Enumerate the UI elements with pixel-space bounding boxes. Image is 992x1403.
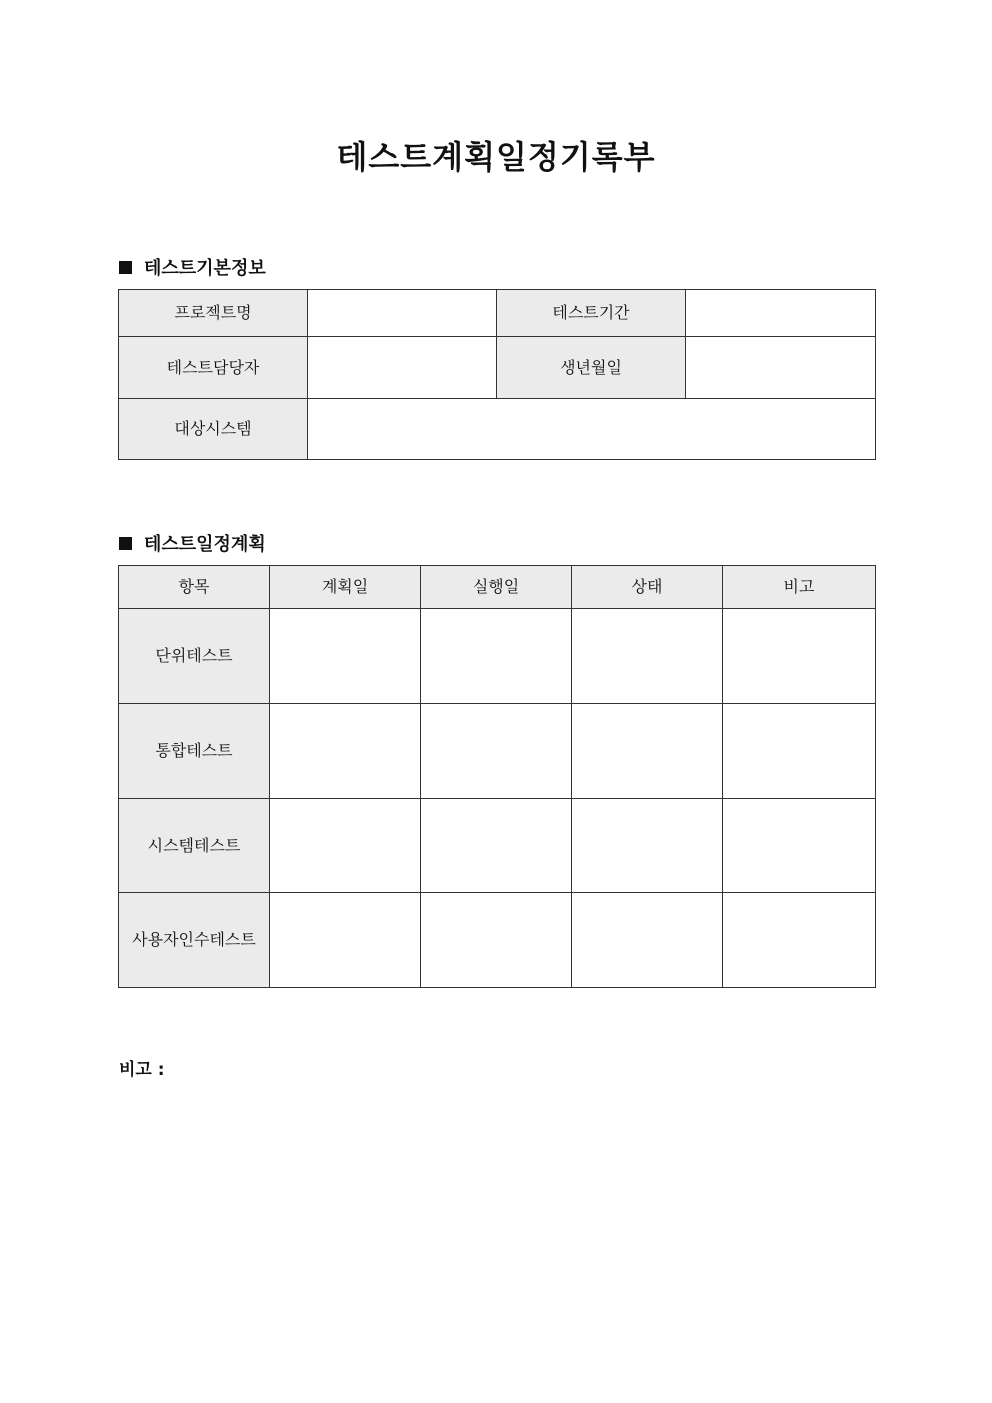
remarks-cell[interactable]: [723, 609, 876, 704]
row-item-label: 단위테스트: [119, 609, 270, 704]
basic-info-table: [118, 289, 876, 460]
tester-label: 테스트담당자: [119, 337, 308, 399]
executed-date-cell[interactable]: [421, 704, 572, 799]
square-bullet-icon: [119, 537, 132, 550]
table-row: [119, 893, 876, 988]
column-header-executed: 실행일: [421, 566, 572, 609]
column-header-status: 상태: [572, 566, 723, 609]
column-header-item: 항목: [119, 566, 270, 609]
table-row: [119, 609, 876, 704]
status-cell[interactable]: [572, 799, 723, 893]
executed-date-cell[interactable]: [421, 799, 572, 893]
test-period-label: 테스트기간: [497, 290, 686, 337]
planned-date-cell[interactable]: [270, 609, 421, 704]
remarks-cell[interactable]: [723, 704, 876, 799]
row-item-label: 시스템테스트: [119, 799, 270, 893]
planned-date-cell[interactable]: [270, 893, 421, 988]
test-period-field[interactable]: [686, 290, 876, 337]
target-system-field[interactable]: [308, 399, 876, 460]
row-item-label: 사용자인수테스트: [119, 893, 270, 988]
square-bullet-icon: [119, 261, 132, 274]
note-label: 비고 :: [119, 1060, 165, 1080]
remarks-cell[interactable]: [723, 799, 876, 893]
birthdate-label: 생년월일: [497, 337, 686, 399]
basic-info-heading-text: 테스트기본정보: [144, 258, 266, 279]
table-row: [119, 704, 876, 799]
status-cell[interactable]: [572, 609, 723, 704]
target-system-label: 대상시스템: [119, 399, 308, 460]
schedule-table: [118, 565, 876, 988]
executed-date-cell[interactable]: [421, 893, 572, 988]
executed-date-cell[interactable]: [421, 609, 572, 704]
birthdate-field[interactable]: [686, 337, 876, 399]
page-title: 테스트계획일정기록부: [336, 138, 656, 176]
tester-field[interactable]: [308, 337, 497, 399]
column-header-planned: 계획일: [270, 566, 421, 609]
row-item-label: 통합테스트: [119, 704, 270, 799]
status-cell[interactable]: [572, 893, 723, 988]
status-cell[interactable]: [572, 704, 723, 799]
schedule-heading-text: 테스트일정계획: [144, 534, 266, 555]
column-header-remarks: 비고: [723, 566, 876, 609]
schedule-header-row: [119, 566, 876, 609]
planned-date-cell[interactable]: [270, 799, 421, 893]
planned-date-cell[interactable]: [270, 704, 421, 799]
basic-info-heading: [119, 254, 266, 280]
schedule-heading: [119, 530, 266, 556]
project-name-field[interactable]: [308, 290, 497, 337]
remarks-cell[interactable]: [723, 893, 876, 988]
project-name-label: 프로젝트명: [119, 290, 308, 337]
table-row: [119, 799, 876, 893]
